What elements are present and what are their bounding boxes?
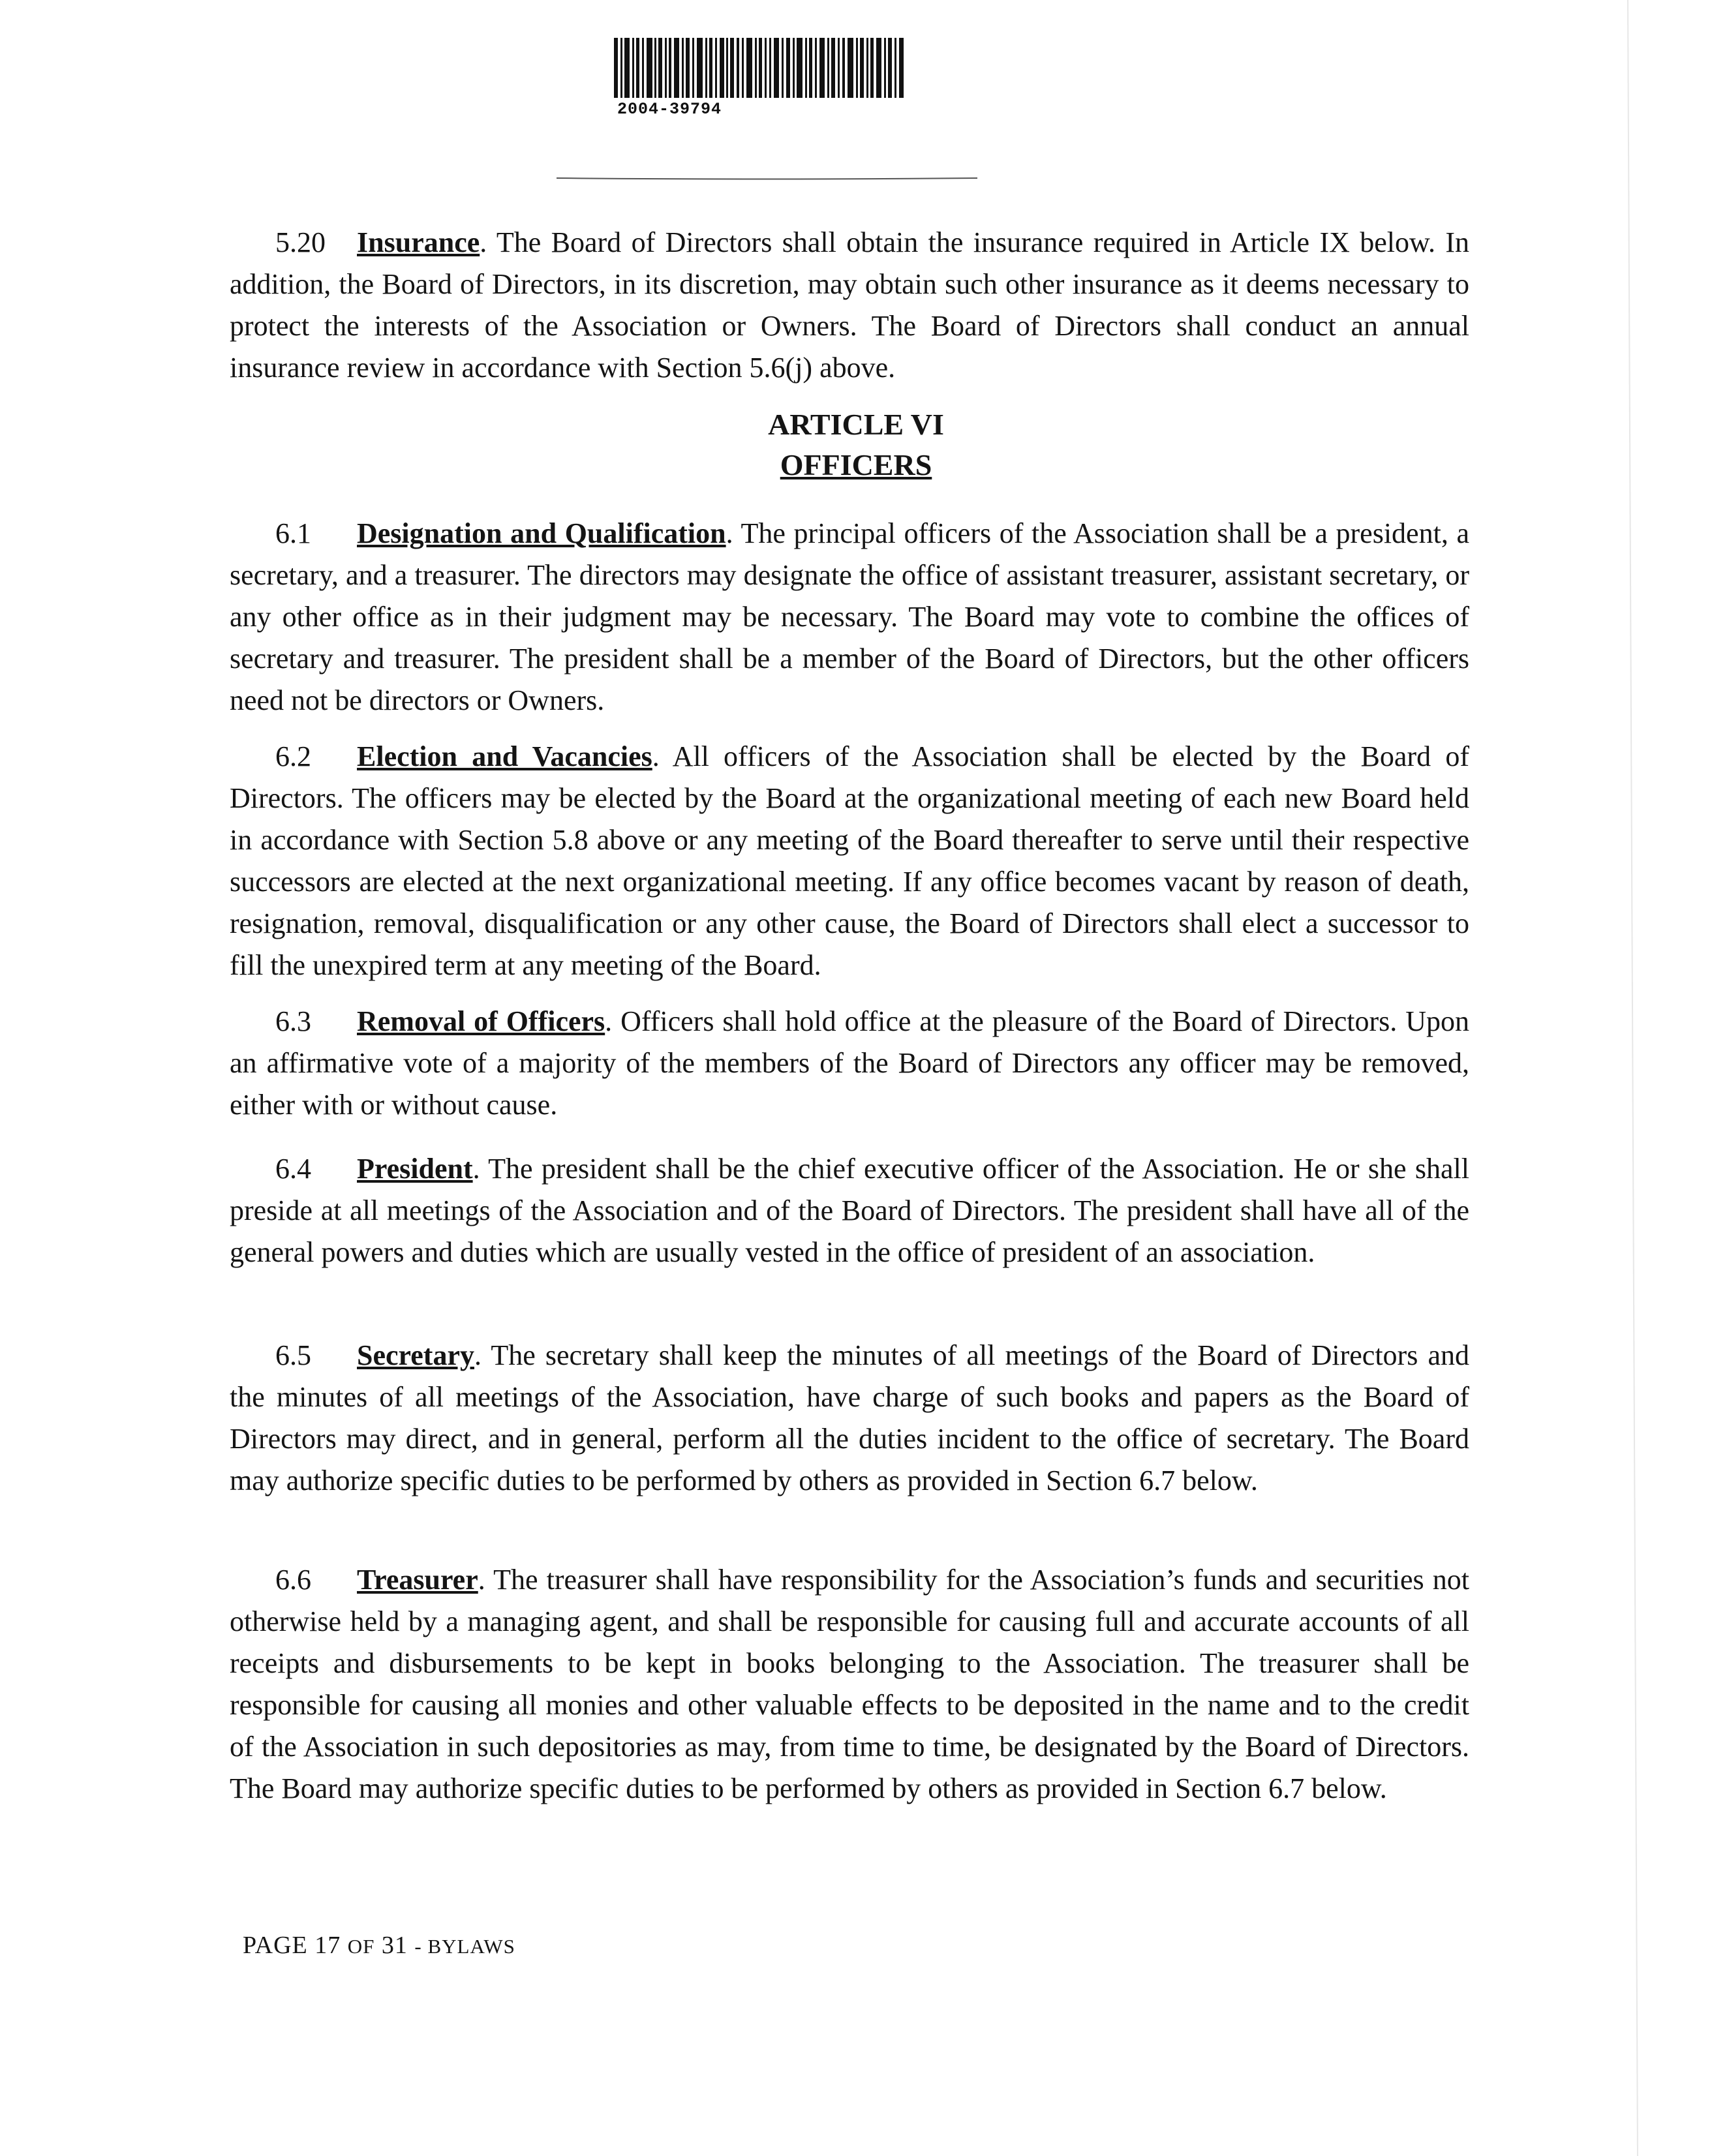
section-6-4 (230, 1148, 1469, 1273)
divider-line (557, 177, 977, 180)
section-body: . The president shall be the chief executive officer of the Association. He or she shall preside at all meetings of the Association and of the Board of Directors. The president shall have all of the general powers and duties which are usually vested in the office of president of an association. (230, 1153, 1469, 1268)
section-body: . The principal officers of the Association shall be a president, a secretary, and a treasurer. The directors may designate the office of assistant treasurer, assistant secretary, or any other office as in their judgment may be necessary. The Board may vote to combine the offices of secretary and treasurer. The president shall be a member of the Board of Directors, but the other officers need not be directors or Owners. (230, 517, 1469, 716)
barcode-number: 2004-39794 (617, 100, 722, 119)
section-body: . Officers shall hold office at the pleasure of the Board of Directors. Upon an affirmative vote of a majority of the members of the Board of Directors any officer may be removed, either with or without cause. (230, 1005, 1469, 1121)
section-number: 5.20 (275, 226, 326, 258)
article-heading (0, 404, 1712, 485)
article-title: ARTICLE VI (768, 408, 944, 441)
page-footer (243, 1931, 515, 1960)
section-number: 6.4 (275, 1153, 311, 1185)
section-heading: Insurance (357, 226, 480, 258)
section-body: . The Board of Directors shall obtain the insurance required in Article IX below. In addition, the Board of Directors, in its discretion, may obtain such other insurance as it deems necessary to protect the interests of the Association or Owners. The Board of Directors shall conduct an annual insurance review in accordance with Section 5.6(j) above. (230, 226, 1469, 384)
section-heading: Election and Vacancies (357, 740, 652, 772)
footer-page-number: 17 (314, 1932, 341, 1959)
footer-total-pages: 31 (381, 1932, 408, 1959)
section-number: 6.6 (275, 1564, 311, 1596)
section-number: 6.3 (275, 1005, 311, 1037)
section-6-1 (230, 513, 1469, 721)
footer-of-word: OF (347, 1935, 375, 1958)
footer-page-word: PAGE (243, 1932, 308, 1959)
section-body: . The secretary shall keep the minutes of all meetings of the Board of Directors and the minutes of all meetings of the Association, have charge of such books and papers as the Board of Directors may direct, and in general, perform all the duties incident to the office of secretary. The Board may authorize specific duties to be performed by others as provided in Section 6.7 below. (230, 1339, 1469, 1496)
article-subtitle: OFFICERS (780, 448, 932, 481)
barcode-image (614, 38, 906, 106)
section-body: . All officers of the Association shall be elected by the Board of Directors. The officers may be elected by the Board at the organizational meeting of each new Board held in accordance with Section 5.8 above or any meeting of the Board thereafter to serve until their respective successors are elected at the next organizational meeting. If any office becomes vacant by reason of death, resignation, removal, disqualification or any other cause, the Board of Directors shall elect a successor to fill the unexpired term at any meeting of the Board. (230, 740, 1469, 981)
section-heading: Treasurer (357, 1564, 478, 1596)
section-number: 6.5 (275, 1339, 311, 1371)
section-6-2 (230, 736, 1469, 986)
section-6-6 (230, 1559, 1469, 1810)
section-6-5 (230, 1335, 1469, 1502)
section-heading: Removal of Officers (357, 1005, 605, 1037)
section-heading: Secretary (357, 1339, 474, 1371)
section-heading: President (357, 1153, 473, 1185)
section-number: 6.1 (275, 517, 311, 549)
section-5-20 (230, 222, 1469, 389)
section-body: . The treasurer shall have responsibility for the Association’s funds and securities not otherwise held by a managing agent, and shall be responsible for causing full and accurate accounts of all receipts and disbursements to be kept in books belonging to the Association. The treasurer shall be responsible for causing all monies and other valuable effects to be deposited in the name and to the credit of the Association in such depositories as may, from time to time, be designated by the Board of Directors. The Board may authorize specific duties to be performed by others as provided in Section 6.7 below. (230, 1564, 1469, 1804)
section-6-3 (230, 1001, 1469, 1126)
section-heading: Designation and Qualification (357, 517, 726, 549)
footer-doc-name: - BYLAWS (414, 1935, 515, 1958)
section-number: 6.2 (275, 740, 311, 772)
